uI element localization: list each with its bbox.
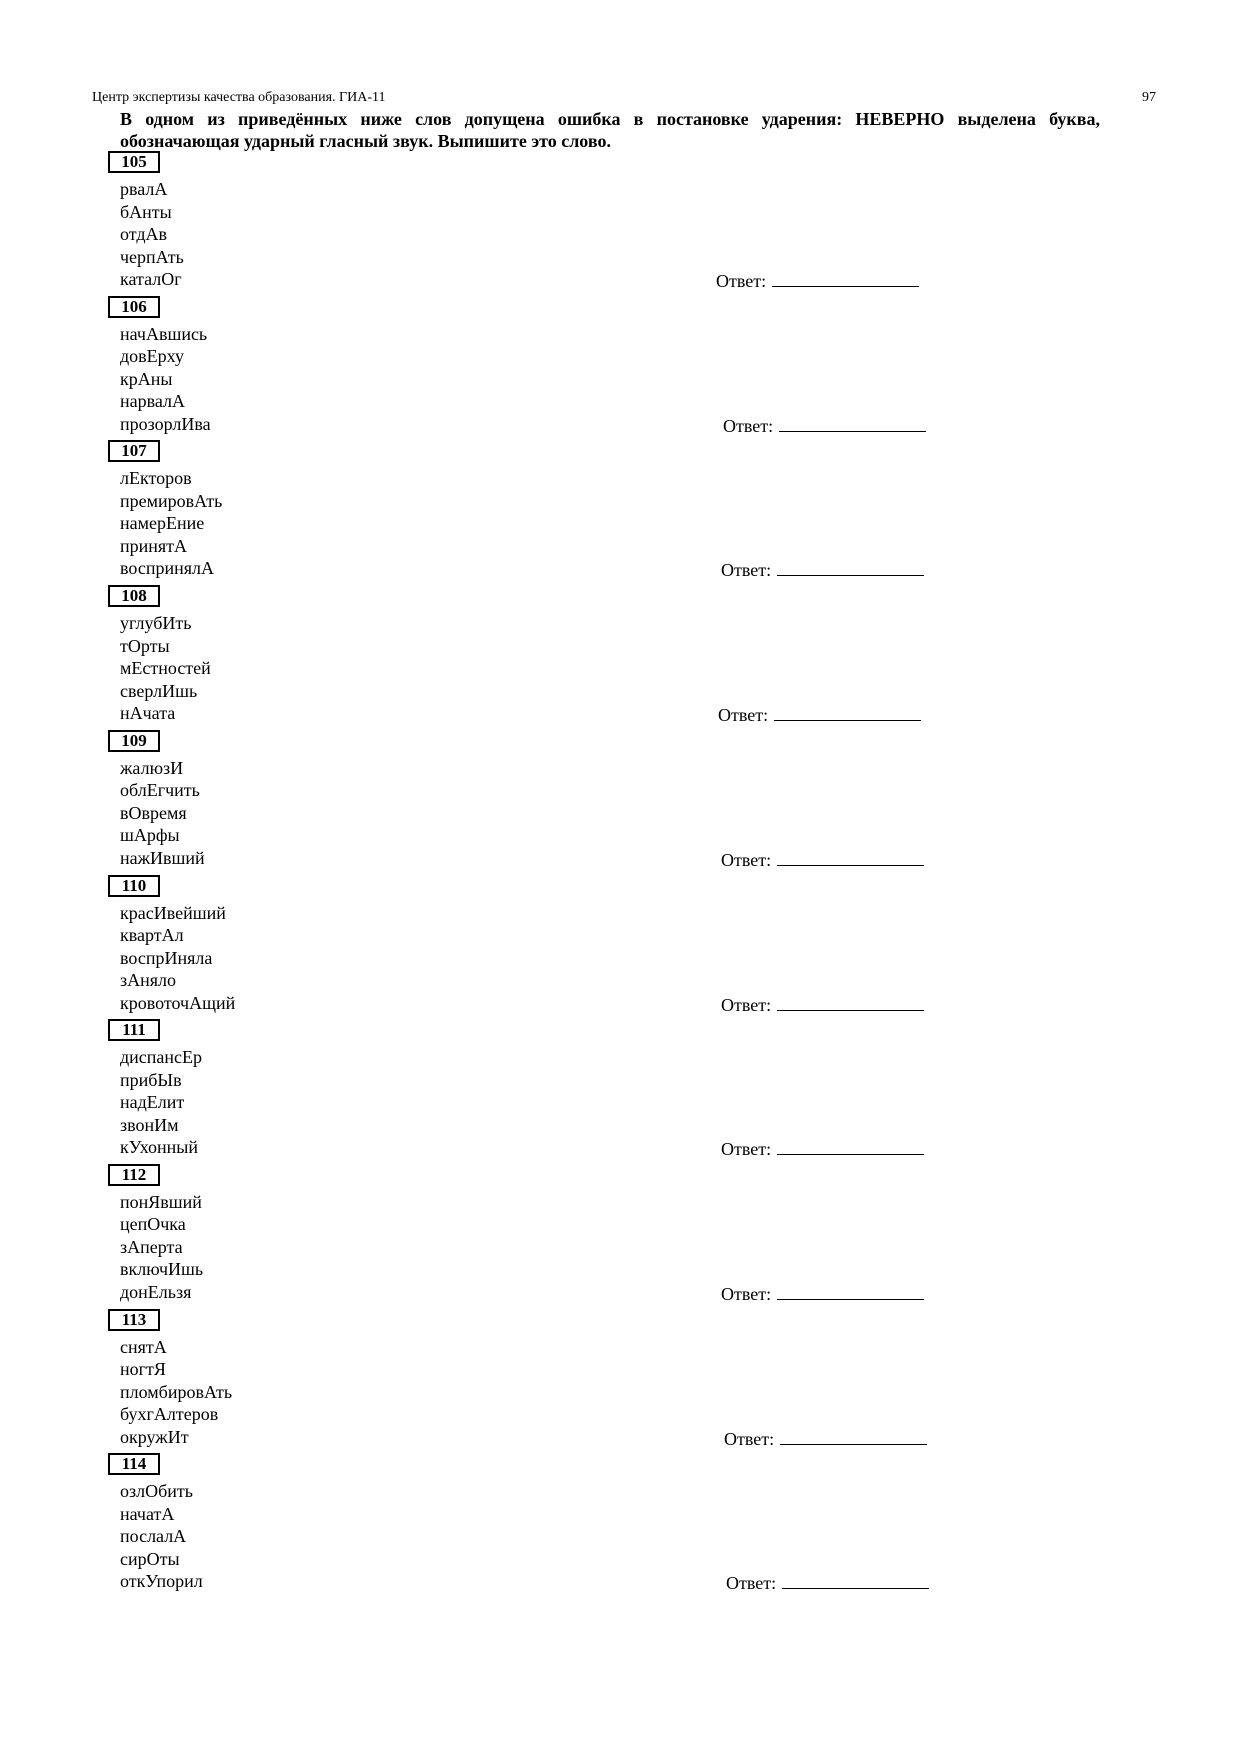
word-option: нажИвший	[120, 847, 205, 868]
word-option: диспансЕр	[120, 1047, 203, 1068]
word-option: озлОбить	[120, 1481, 193, 1502]
word-option: бухгАлтеров	[120, 1404, 219, 1425]
word-list	[120, 612, 211, 725]
word-option: принятА	[120, 535, 188, 556]
word-list	[120, 1046, 202, 1159]
answer-label: Ответ:	[721, 560, 772, 581]
word-option: включИшь	[120, 1259, 204, 1280]
task-instruction: В одном из приведённых ниже слов допущена ошибка в постановке ударения: НЕВЕРНО выделена буква, обозначающая ударный гласный звук. Выпишите это слово.	[120, 109, 1100, 151]
task-number: 110	[108, 875, 160, 897]
word-option: премировАть	[120, 490, 223, 511]
word-option: тОрты	[120, 635, 170, 656]
answer-field	[716, 268, 919, 292]
word-option: зАняло	[120, 970, 177, 990]
word-option: понЯвший	[120, 1191, 202, 1212]
word-option: начатА	[120, 1503, 175, 1524]
word-option: надЕлит	[120, 1092, 185, 1113]
answer-blank-line[interactable]	[782, 1570, 929, 1589]
word-option: нАчата	[120, 703, 176, 724]
task-number: 108	[108, 585, 160, 607]
answer-label: Ответ:	[723, 415, 774, 436]
word-option: ногтЯ	[120, 1359, 166, 1380]
word-option: зАперта	[120, 1236, 183, 1257]
word-option: воспринялА	[120, 558, 214, 579]
word-list	[120, 1191, 203, 1304]
answer-field	[721, 992, 924, 1016]
word-option: мЕстностей	[120, 658, 211, 679]
task-block	[0, 440, 1241, 586]
task-block	[0, 730, 1241, 876]
answer-blank-line[interactable]	[777, 1136, 924, 1155]
task-number: 111	[108, 1019, 160, 1041]
page-header-source: Центр экспертизы качества образования. ГИА-11	[92, 90, 386, 105]
word-option: снятА	[120, 1336, 167, 1357]
answer-field	[721, 557, 924, 581]
task-block	[0, 1019, 1241, 1165]
word-option: пломбировАть	[120, 1381, 233, 1402]
answer-blank-line[interactable]	[780, 1426, 927, 1445]
answer-label: Ответ:	[721, 994, 772, 1015]
task-number: 113	[108, 1309, 160, 1331]
word-option: каталОг	[120, 269, 182, 289]
answer-blank-line[interactable]	[772, 268, 919, 287]
word-option: кУхонный	[120, 1137, 198, 1158]
answer-label: Ответ:	[726, 1573, 777, 1594]
answer-field	[721, 847, 924, 871]
task-block	[0, 1309, 1241, 1455]
word-option: черпАть	[120, 246, 184, 267]
word-option: углубИть	[120, 613, 192, 634]
task-block	[0, 875, 1241, 1021]
word-option: сирОты	[120, 1548, 180, 1569]
word-option: шАрфы	[120, 825, 180, 846]
answer-label: Ответ:	[724, 1428, 775, 1449]
word-option: намерЕние	[120, 513, 205, 534]
word-option: кровоточАщий	[120, 992, 236, 1013]
word-option: сверлИшь	[120, 680, 198, 701]
answer-label: Ответ:	[721, 849, 772, 870]
word-list	[120, 902, 235, 1015]
task-block	[0, 1164, 1241, 1310]
word-list	[120, 178, 184, 291]
word-option: квартАл	[120, 925, 184, 945]
word-option: нарвалА	[120, 391, 186, 412]
word-option: воспрИняла	[120, 947, 213, 968]
word-option: цепОчка	[120, 1214, 186, 1235]
answer-field	[724, 1426, 927, 1450]
task-number: 114	[108, 1453, 160, 1475]
word-list	[120, 757, 205, 870]
task-number: 106	[108, 296, 160, 318]
answer-blank-line[interactable]	[777, 847, 924, 866]
word-option: откУпорил	[120, 1571, 203, 1592]
answer-field	[723, 413, 926, 437]
page-number: 97	[1142, 90, 1156, 105]
word-option: прибЫв	[120, 1069, 182, 1090]
word-option: прозорлИва	[120, 413, 211, 434]
task-block	[0, 296, 1241, 442]
word-option: красИвейший	[120, 902, 226, 923]
answer-blank-line[interactable]	[774, 702, 921, 721]
answer-blank-line[interactable]	[777, 1281, 924, 1300]
word-list	[120, 1480, 203, 1593]
answer-blank-line[interactable]	[777, 992, 924, 1011]
word-option: отдАв	[120, 224, 168, 244]
word-option: рвалА	[120, 179, 168, 199]
word-option: жалюзИ	[120, 757, 184, 778]
answer-field	[718, 702, 921, 726]
answer-label: Ответ:	[721, 1283, 772, 1304]
task-block	[0, 585, 1241, 731]
task-block	[0, 1453, 1241, 1599]
word-option: звонИм	[120, 1114, 179, 1135]
task-number: 109	[108, 730, 160, 752]
task-number: 112	[108, 1164, 160, 1186]
answer-blank-line[interactable]	[777, 557, 924, 576]
word-option: донЕльзя	[120, 1281, 192, 1302]
word-option: вОвремя	[120, 802, 187, 823]
task-number: 105	[108, 151, 160, 173]
word-list	[120, 467, 222, 580]
word-option: лЕкторов	[120, 468, 192, 489]
answer-label: Ответ:	[716, 271, 767, 291]
word-option: бАнты	[120, 201, 172, 222]
answer-blank-line[interactable]	[779, 413, 926, 432]
task-number: 107	[108, 440, 160, 462]
word-option: начАвшись	[120, 323, 208, 344]
answer-field	[726, 1570, 929, 1594]
answer-label: Ответ:	[718, 705, 769, 726]
word-option: облЕгчить	[120, 780, 200, 801]
word-list	[120, 1336, 232, 1449]
word-option: окружИт	[120, 1426, 189, 1447]
answer-field	[721, 1136, 924, 1160]
task-block	[0, 151, 1241, 297]
word-list	[120, 323, 211, 436]
answer-field	[721, 1281, 924, 1305]
word-option: послалА	[120, 1526, 187, 1547]
answer-label: Ответ:	[721, 1139, 772, 1160]
word-option: крАны	[120, 368, 173, 389]
word-option: довЕрху	[120, 346, 184, 367]
